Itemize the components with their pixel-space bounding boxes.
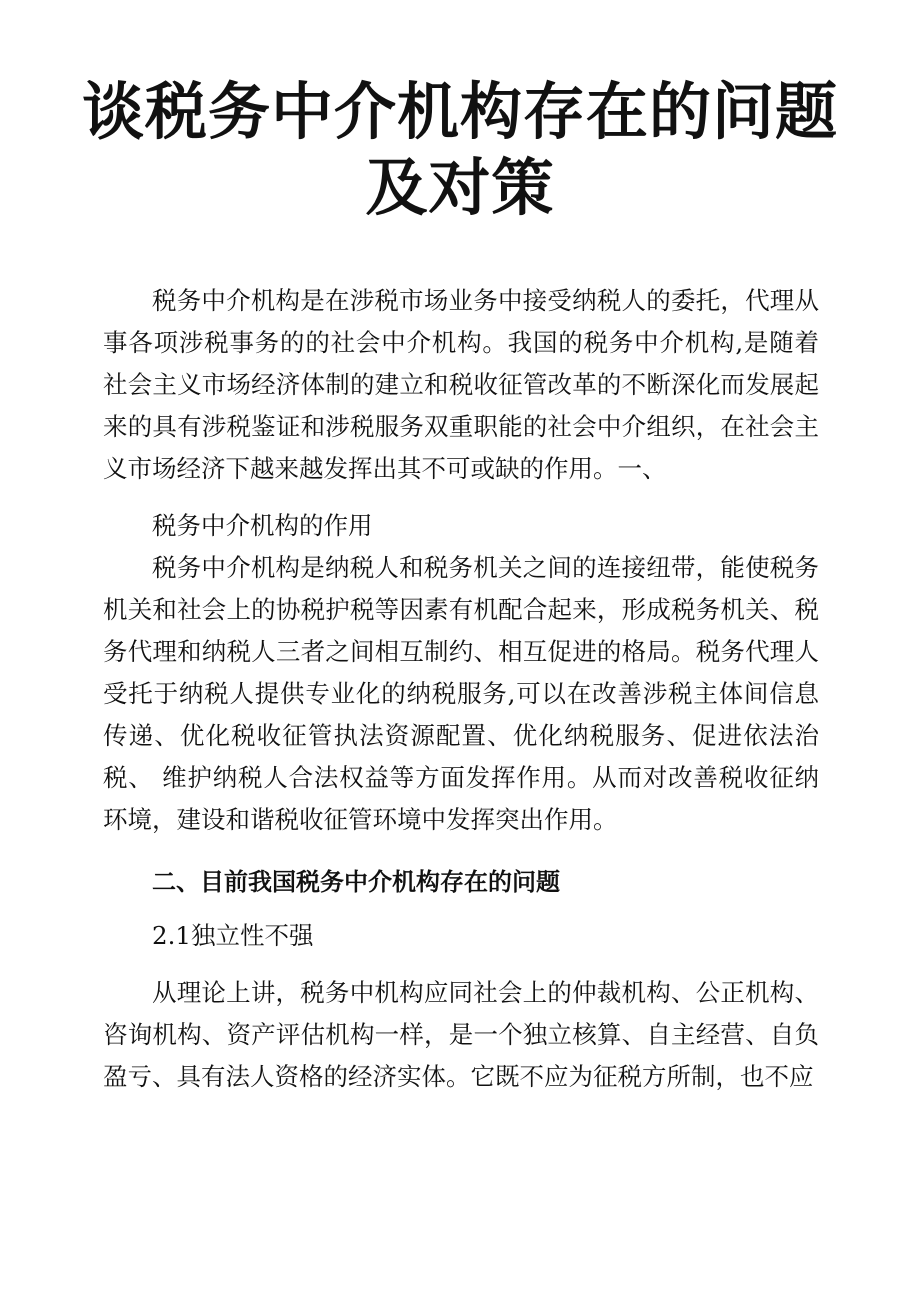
document-title xyxy=(60,74,860,226)
paragraph-role: 税务中介机构是纳税人和税务机关之间的连接纽带，能使税务机关和社会上的协税护税等因素有机配合起来，形成税务机关、税务代理和纳税人三者之间相互制约、相互促进的格局。税务代理人受托于纳税人提供专业化的纳税服务,可以在改善涉税主体间信息传递、优化税收征管执法资源配置、优化纳税服务、促进依法治税、 维护纳税人合法权益等方面发挥作用。从而对改善税收征纳环境，建设和谐税收征管环境中发挥突出作用。 xyxy=(103,553,819,834)
section-heading-problems: 二、目前我国税务中介机构存在的问题 xyxy=(152,868,560,896)
paragraph-independence: 从理论上讲，税务中机构应同社会上的仲裁机构、公正机构、咨询机构、资产评估机构一样，是一个独立核算、自主经营、自负盈亏、具有法人资格的经济实体。它既不应为征税方所制，也不应 xyxy=(103,978,819,1091)
title-line-2: 及对策 xyxy=(365,151,555,224)
subsection-heading-independence: 2.1独立性不强 xyxy=(152,921,314,950)
paragraph-intro: 税务中介机构是在涉税市场业务中接受纳税人的委托，代理从事各项涉税事务的的社会中介机构。我国的税务中介机构,是随着社会主义市场经济体制的建立和税收征管改革的不断深化而发展起来的具有涉税鉴证和涉税服务双重职能的社会中介组织，在社会主义市场经济下越来越发挥出其不可或缺的作用。一、 xyxy=(103,286,819,483)
paragraph-role-heading: 税务中介机构的作用 xyxy=(152,511,373,540)
document-body xyxy=(103,280,819,1098)
title-line-1: 谈税务中介机构存在的问题 xyxy=(81,75,838,148)
